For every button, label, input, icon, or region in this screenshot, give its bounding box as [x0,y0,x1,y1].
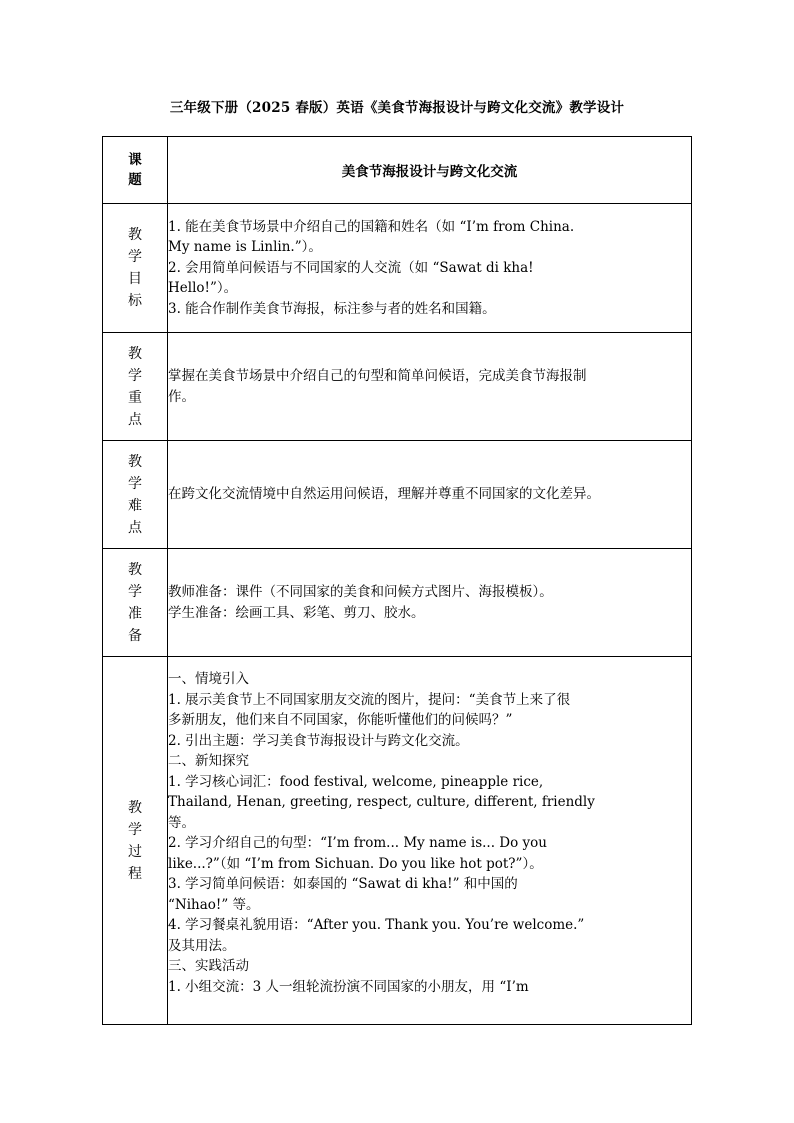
row-label-difficulties [103,441,168,549]
text-line: 及其用法。 [168,937,236,954]
label-text: 教学准备 [128,561,142,644]
text-line: My name is Linlin.”）。 [168,239,322,256]
table-row-process [103,657,692,1025]
difficulties-content [168,441,692,549]
table-row-topic [103,137,692,204]
text-line: 学生准备：绘画工具、彩笔、剪刀、胶水。 [168,604,425,621]
lesson-topic: 美食节海报设计与跨文化交流 [168,137,692,204]
text-line: 三、实践活动 [168,958,249,974]
text-line: 3. 学习简单问候语：如泰国的 “Sawat di kha!” 和中国的 [168,876,518,892]
text-line: 掌握在美食节场景中介绍自己的句型和简单问候语，完成美食节海报制 [168,368,587,384]
text-line: Thailand, Henan, greeting, respect, culture, different, friendly [168,794,595,810]
table-row-goals [103,204,692,333]
text-line: 2. 会用简单问候语与不同国家的人交流（如 “Sawat di kha! [168,259,534,276]
goals-content [168,204,692,333]
text-line: 2. 学习介绍自己的句型：“I’m from... My name is... Do you [168,835,548,851]
label-text: 教学难点 [128,453,142,536]
table-row-preparation [103,549,692,657]
text-line: 教师准备：课件（不同国家的美食和问候方式图片、海报模板）。 [168,584,553,600]
label-text: 课题 [128,152,142,188]
row-label-process [103,657,168,1025]
text-line: 二、新知探究 [168,753,249,769]
text-line: 多新朋友，他们来自不同国家，你能听懂他们的问候吗？” [168,712,513,728]
row-label-goals [103,204,168,333]
table-row-difficulties [103,441,692,549]
text-line: 1. 能在美食节场景中介绍自己的国籍和姓名（如 “I’m from China. [168,218,575,235]
preparation-content [168,549,692,657]
text-line: 在跨文化交流情境中自然运用问候语，理解并尊重不同国家的文化差异。 [168,486,600,503]
table-row-key-points [103,333,692,441]
text-line: 4. 学习餐桌礼貌用语：“After you. Thank you. You’re welcome.” [168,917,585,933]
text-line: “Nihao!” 等。 [168,896,260,913]
row-label-preparation [103,549,168,657]
label-text: 教学过程 [128,799,142,882]
label-text: 教学目标 [128,227,142,309]
text-line: like...?”（如 “I’m from Sichuan. Do you like hot pot?”）。 [168,855,543,872]
text-line: Hello!”）。 [168,280,238,297]
text-line: 2. 引出主题：学习美食节海报设计与跨文化交流。 [168,732,469,749]
text-line: 3. 能合作制作美食节海报，标注参与者的姓名和国籍。 [168,300,496,317]
page-title: 三年级下册（2025 春版）英语《美食节海报设计与跨文化交流》教学设计 [169,100,625,116]
text-line: 一、情境引入 [168,671,249,687]
text-line: 作。 [168,388,195,405]
lesson-plan-table [102,136,692,1025]
text-line: 1. 展示美食节上不同国家朋友交流的图片，提问：“美食节上来了很 [168,691,571,708]
key-points-content [168,333,692,441]
row-label-topic [103,137,168,204]
row-label-key-points [103,333,168,441]
text-line: 等。 [168,814,195,831]
label-text: 教学重点 [128,345,142,428]
text-line: 1. 学习核心词汇：food festival, welcome, pineapple rice, [168,773,544,790]
text-line: 1. 小组交流：3 人一组轮流扮演不同国家的小朋友，用 “I’m [168,978,529,995]
process-content [168,657,692,1025]
